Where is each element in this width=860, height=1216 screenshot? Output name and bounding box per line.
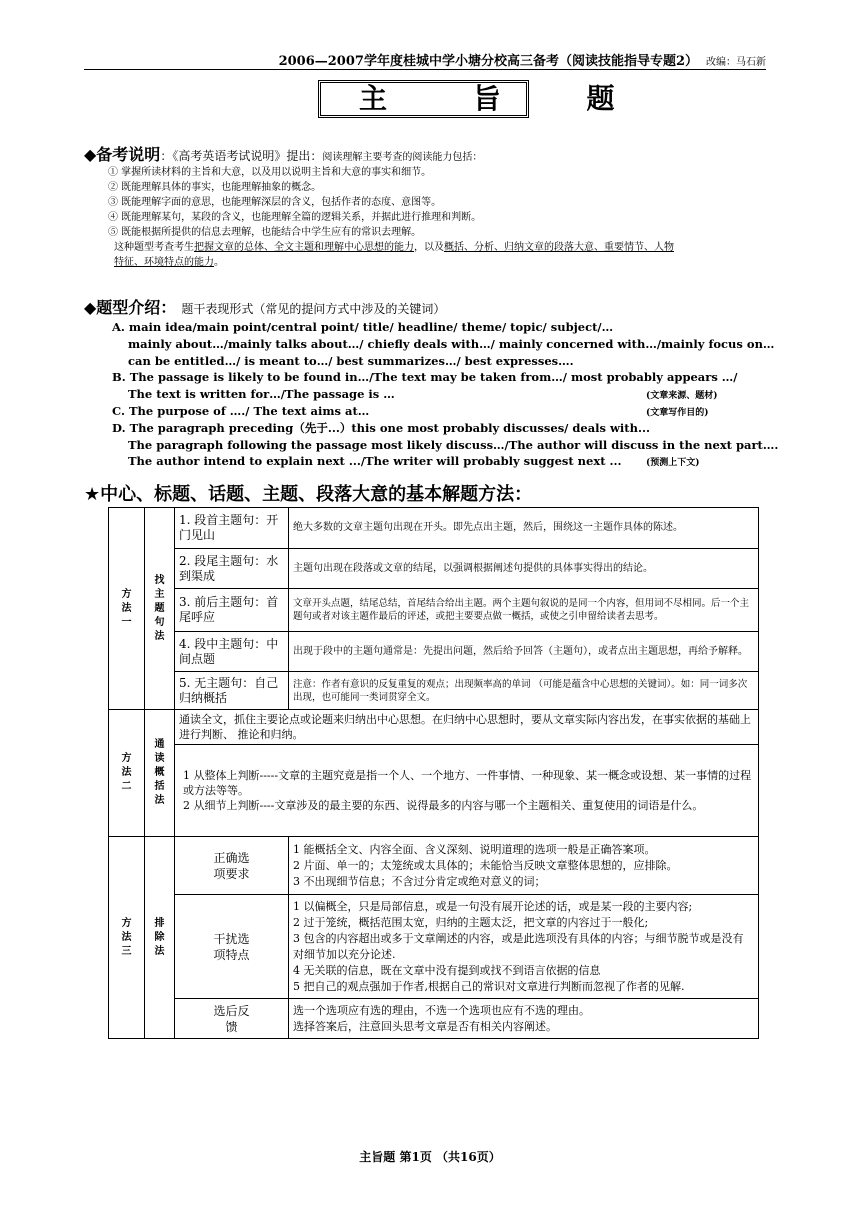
method-1-key: 4. 段中主题句：中间点题 (175, 632, 289, 672)
method-2-name: 通读概括法 (145, 710, 175, 837)
note-predict: (预测上下文) (646, 458, 700, 469)
method-1-desc: 文章开头点题，结尾总结，首尾结合给出主题。两个主题句叙说的是同一个内容，但用词不尽相同。后一个主题句或者对该主题作最后的评述，或把主要要点做一概括，或使之引申留给读者去思考。 (289, 589, 759, 632)
method-2-intro: 通读全文，抓住主要论点或论题来归纳出中心思想。在归纳中心思想时，要从文章实际内容出发，在事实依据的基础上进行判断、 推论和归纳。 (175, 710, 759, 745)
type-line: B. The passage is likely to be found in…/The text may be taken from…/ most probably appears …/ (112, 370, 738, 385)
methods-table (108, 507, 759, 1039)
header-title: 2006—2007学年度桂城中学小塘分校高三备考（阅读技能指导专题2） (278, 54, 698, 69)
section-prep-source: ：《高考英语考试说明》提出： (160, 149, 323, 163)
section-methods-heading: ★中心、标题、话题、主题、段落大意的基本解题方法： (84, 484, 533, 505)
table-row (109, 549, 759, 589)
method-3-desc: 1 能概括全文、内容全面、含义深刻、说明道理的选项一般是正确答案项。 2 片面、单一的；太笼统或太具体的；未能恰当反映文章整体思想的，应排除。 3 不出现细节信息；不含过分肯定或绝对意义的词； (289, 837, 759, 895)
table-row (109, 895, 759, 999)
prep-list (108, 165, 768, 270)
doc-title: 主 旨 题 (318, 80, 529, 118)
table-row (109, 710, 759, 745)
table-row (109, 672, 759, 710)
type-line: The paragraph following the passage most likely discuss…/The author will discuss in the next part…. (128, 437, 779, 452)
type-line: can be entitled…/ is meant to…/ best summarizes…/ best expresses…. (128, 353, 574, 368)
prep-item: ② 既能理解具体的事实，也能理解抽象的概念。 (108, 182, 322, 193)
type-line: A. main idea/main point/central point/ title/ headline/ theme/ topic/ subject/… (112, 320, 614, 334)
type-line: D. The paragraph preceding（先于...）this one most probably discusses/ deals with... (112, 420, 650, 435)
header-editor: 改编：马石新 (706, 57, 766, 68)
prep-item: ① 掌握所读材料的主旨和大意，以及用以说明主旨和大意的事实和细节。 (108, 167, 432, 178)
method-3-desc: 1 以偏概全，只是局部信息，或是一句没有展开论述的话，或是某一段的主要内容; 2 过于笼统，概括范围太宽，归纳的主题太泛，把文章的内容过于一般化; 3 包含的内容超出或多于文章阐述的内容，或是此选项没有具体的内容；与细节脱节或是没有对细节加以充分论述. 4 无关联的信息，既在文章中没有提到或找不到语言依据的信息 5 把自己的观点强加于作者,根据自己的常识对文章进行判断而忽视了作者的见解. (289, 895, 759, 999)
type-line: C. The purpose of …./ The text aims at… (文章写作目的) (112, 403, 772, 420)
method-2-point: 1 从整体上判断-----文章的主题究竟是指一个人、一个地方、一件事情、一种现象、某一概念或设想、某一事情的过程或方法等等。 (183, 769, 752, 797)
prep-summary: 这种题型考查考生把握文章的总体、全文主题和理解中心思想的能力，以及概括、分析、归纳文章的段落大意、重要情节、人物 (114, 242, 674, 253)
section-prep-intro: 阅读理解主要考查的阅读能力包括： (322, 152, 483, 163)
method-1-name: 找主题句法 (145, 508, 175, 710)
section-types-sub: 题干表现形式（常见的提问方式中涉及的关键词） (181, 302, 446, 316)
method-3-key: 正确选项要求 (175, 837, 289, 895)
method-1-key: 2. 段尾主题句：水到渠成 (175, 549, 289, 589)
prep-item: ⑤ 既能根据所提供的信息去理解，也能结合中学生应有的常识去理解。 (108, 227, 422, 238)
method-1-desc: 注意：作者有意识的反复重复的观点；出现频率高的单词 （可能是蕴含中心思想的关键词）。如：同一词多次出现，也可能同一类词贯穿全文。 (289, 672, 759, 710)
table-row (109, 632, 759, 672)
type-line: The author intend to explain next .../The writer will probably suggest next ... (预测上下文) (112, 453, 772, 470)
method-1-key: 3. 前后主题句：首尾呼应 (175, 589, 289, 632)
section-prep (84, 142, 482, 165)
type-line: The text is written for…/The passage is … (文章来源、题材) (112, 386, 772, 403)
table-row (109, 999, 759, 1039)
method-3-label: 方法三 (109, 837, 145, 1039)
note-purpose: (文章写作目的) (646, 407, 709, 418)
table-row (109, 589, 759, 632)
table-row (109, 837, 759, 895)
question-types (112, 319, 779, 470)
method-1-desc: 绝大多数的文章主题句出现在开头。即先点出主题，然后，围绕这一主题作具体的陈述。 (289, 508, 759, 549)
method-1-key: 5. 无主题句：自己归纳概括 (175, 672, 289, 710)
header-rule (84, 69, 766, 70)
method-1-desc: 主题句出现在段落或文章的结尾，以强调根据阐述句提供的具体事实得出的结论。 (289, 549, 759, 589)
prep-item: ④ 既能理解某句，某段的含义，也能理解全篇的逻辑关系，并据此进行推理和判断。 (108, 212, 482, 223)
method-3-key: 选后反馈 (175, 999, 289, 1039)
method-2-label: 方法二 (109, 710, 145, 837)
page-footer: 主旨题 第1页 （共16页） (359, 1150, 501, 1164)
method-3-name: 排除法 (145, 837, 175, 1039)
section-types (84, 295, 445, 318)
method-1-label: 方法一 (109, 508, 145, 710)
type-line: mainly about…/mainly talks about…/ chiefly deals with…/ mainly concerned with…/mainly focus on… (128, 336, 775, 351)
note-source: (文章来源、题材) (646, 391, 718, 402)
method-1-key: 1. 段首主题句：开门见山 (175, 508, 289, 549)
table-row (109, 508, 759, 549)
prep-summary-cont: 特征、环境特点的能力。 (114, 257, 224, 268)
page-header (84, 50, 766, 69)
method-3-key: 干扰选项特点 (175, 895, 289, 999)
section-prep-heading: ◆备考说明 (84, 145, 161, 164)
section-types-heading: ◆题型介绍： (84, 298, 177, 317)
table-row (109, 745, 759, 837)
method-3-desc: 选一个选项应有选的理由，不选一个选项也应有不选的理由。 选择答案后，注意回头思考文章是否有相关内容阐述。 (289, 999, 759, 1039)
prep-item: ③ 既能理解字面的意思，也能理解深层的含义，包括作者的态度、意图等。 (108, 197, 442, 208)
method-2-point: 2 从细节上判断----文章涉及的最主要的东西、说得最多的内容与哪一个主题相关、重复使用的词语是什么。 (183, 799, 704, 812)
method-2-points (175, 745, 759, 837)
method-1-desc: 出现于段中的主题句通常是：先提出问题，然后给予回答（主题句），或者点出主题思想，再给予解释。 (289, 632, 759, 672)
